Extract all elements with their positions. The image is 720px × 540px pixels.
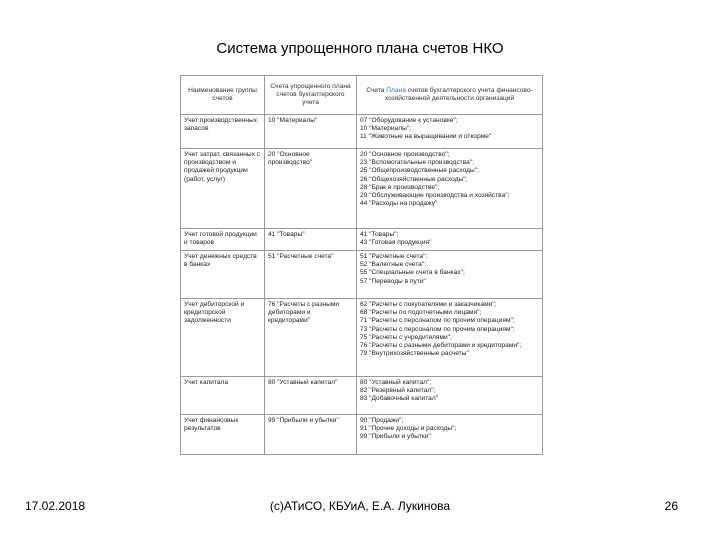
cell-plan-accounts bbox=[357, 251, 543, 299]
plan-account-entry: 29 "Обслуживающие производства и хозяйства"; bbox=[360, 192, 510, 200]
plan-account-entry: 25 "Общепроизводственные расходы"; bbox=[360, 167, 479, 175]
plan-account-entry: 52 "Валютные счета"; bbox=[360, 261, 427, 269]
plan-account-entry: 55 "Специальные счета в банках"; bbox=[360, 269, 465, 277]
cell-plan-accounts bbox=[357, 415, 543, 455]
table-body bbox=[181, 115, 543, 455]
cell-plan-accounts bbox=[357, 377, 543, 415]
cell-simplified-account: 80 "Уставный капитал" bbox=[265, 377, 357, 415]
cell-simplified-account: 10 "Материалы" bbox=[265, 115, 357, 149]
plan-account-entry: 75 "Расчеты с учредителями"; bbox=[360, 333, 452, 341]
plan-account-entry: 90 "Продажи"; bbox=[360, 417, 404, 424]
plan-account-entry: 51 "Расчетные счета"; bbox=[360, 253, 428, 260]
cell-group-name: Учет капитала bbox=[181, 377, 265, 415]
cell-simplified-account: 20 "Основное производство" bbox=[265, 149, 357, 229]
header-full-plan-accounts: Счета Плана счетов бухгалтерского учета финансово-хозяйственной деятельности организаций bbox=[357, 76, 543, 115]
plan-account-entry: 80 "Уставный капитал"; bbox=[360, 379, 432, 386]
cell-simplified-account: 76 "Расчеты с разными дебиторами и кредиторами" bbox=[265, 299, 357, 377]
cell-simplified-account: 41 "Товары" bbox=[265, 229, 357, 251]
cell-plan-accounts bbox=[357, 229, 543, 251]
table-header-row bbox=[181, 76, 543, 115]
cell-plan-accounts bbox=[357, 149, 543, 229]
plan-account-entry: 26 "Общехозяйственные расходы"; bbox=[360, 175, 468, 183]
plan-account-entry: 23 "Вспомогательные производства"; bbox=[360, 159, 474, 167]
plan-account-entry: 79 "Внутрихозяйственные расчеты" bbox=[360, 350, 469, 358]
cell-group-name: Учет готовой продукции и товаров bbox=[181, 229, 265, 251]
plan-account-entry: 07 "Оборудование к установке"; bbox=[360, 117, 458, 124]
footer-date: 17.02.2018 bbox=[25, 499, 86, 513]
table-row bbox=[181, 415, 543, 455]
table-row bbox=[181, 149, 543, 229]
table-row bbox=[181, 377, 543, 415]
plan-account-entry: 44 "Расходы на продажу" bbox=[360, 200, 438, 208]
plan-account-entry: 91 "Прочие доходы и расходы"; bbox=[360, 425, 457, 433]
header-accent-word: Плана bbox=[386, 86, 406, 94]
cell-group-name: Учет финансовых результатов bbox=[181, 415, 265, 455]
plan-account-entry: 10 "Материалы"; bbox=[360, 125, 411, 133]
cell-group-name: Учет затрат, связанных с производством и продажей продукции (работ, услуг) bbox=[181, 149, 265, 229]
plan-account-entry: 73 "Расчеты с персоналом по прочим операциям"; bbox=[360, 325, 515, 333]
table-row bbox=[181, 115, 543, 149]
plan-account-entry: 11 "Животные на выращивании и откорме" bbox=[360, 133, 492, 141]
plan-account-entry: 57 "Переводы в пути" bbox=[360, 277, 426, 285]
header-simplified-accounts: Счета упрощенного плана счетов бухгалтерского учета bbox=[265, 76, 357, 115]
cell-group-name: Учет денежных средств в банках bbox=[181, 251, 265, 299]
plan-account-entry: 99 "Прибыли и убытки" bbox=[360, 433, 431, 441]
plan-account-entry: 41 "Товары"; bbox=[360, 231, 399, 238]
plan-account-entry: 43 "Готовая продукция" bbox=[360, 239, 432, 247]
plan-account-entry: 62 "Расчеты с покупателями и заказчиками"; bbox=[360, 301, 497, 308]
table-row bbox=[181, 229, 543, 251]
plan-account-entry: 28 "Брак в производстве"; bbox=[360, 183, 440, 191]
plan-account-entry: 83 "Добавочный капитал" bbox=[360, 395, 439, 403]
plan-account-entry: 68 "Расчеты по подотчетными лицами"; bbox=[360, 309, 482, 317]
cell-plan-accounts bbox=[357, 115, 543, 149]
cell-simplified-account: 51 "Расчетные счета" bbox=[265, 251, 357, 299]
cell-group-name: Учет производственных запасов bbox=[181, 115, 265, 149]
plan-account-entry: 71 "Расчеты с персоналом по прочим операциям"; bbox=[360, 317, 515, 325]
slide-title: Система упрощенного плана счетов НКО bbox=[216, 40, 504, 57]
table-row bbox=[181, 251, 543, 299]
header-group: Наименование группы счетов bbox=[181, 76, 265, 115]
cell-simplified-account: 99 "Прибыли и убытки" bbox=[265, 415, 357, 455]
cell-group-name: Учет дебиторской и кредиторской задолженности bbox=[181, 299, 265, 377]
footer-author: (с)АТиСО, КБУиА, Е.А. Лукинова bbox=[269, 499, 451, 513]
accounts-table-container bbox=[180, 75, 542, 455]
table-row bbox=[181, 299, 543, 377]
plan-account-entry: 76 "Расчеты с разными дебиторами и кредиторами"; bbox=[360, 342, 522, 350]
plan-account-entry: 20 "Основное производство"; bbox=[360, 151, 450, 158]
page-number: 26 bbox=[664, 499, 678, 513]
accounts-table bbox=[180, 75, 543, 455]
plan-account-entry: 82 "Резервный капитал"; bbox=[360, 387, 436, 395]
cell-plan-accounts bbox=[357, 299, 543, 377]
